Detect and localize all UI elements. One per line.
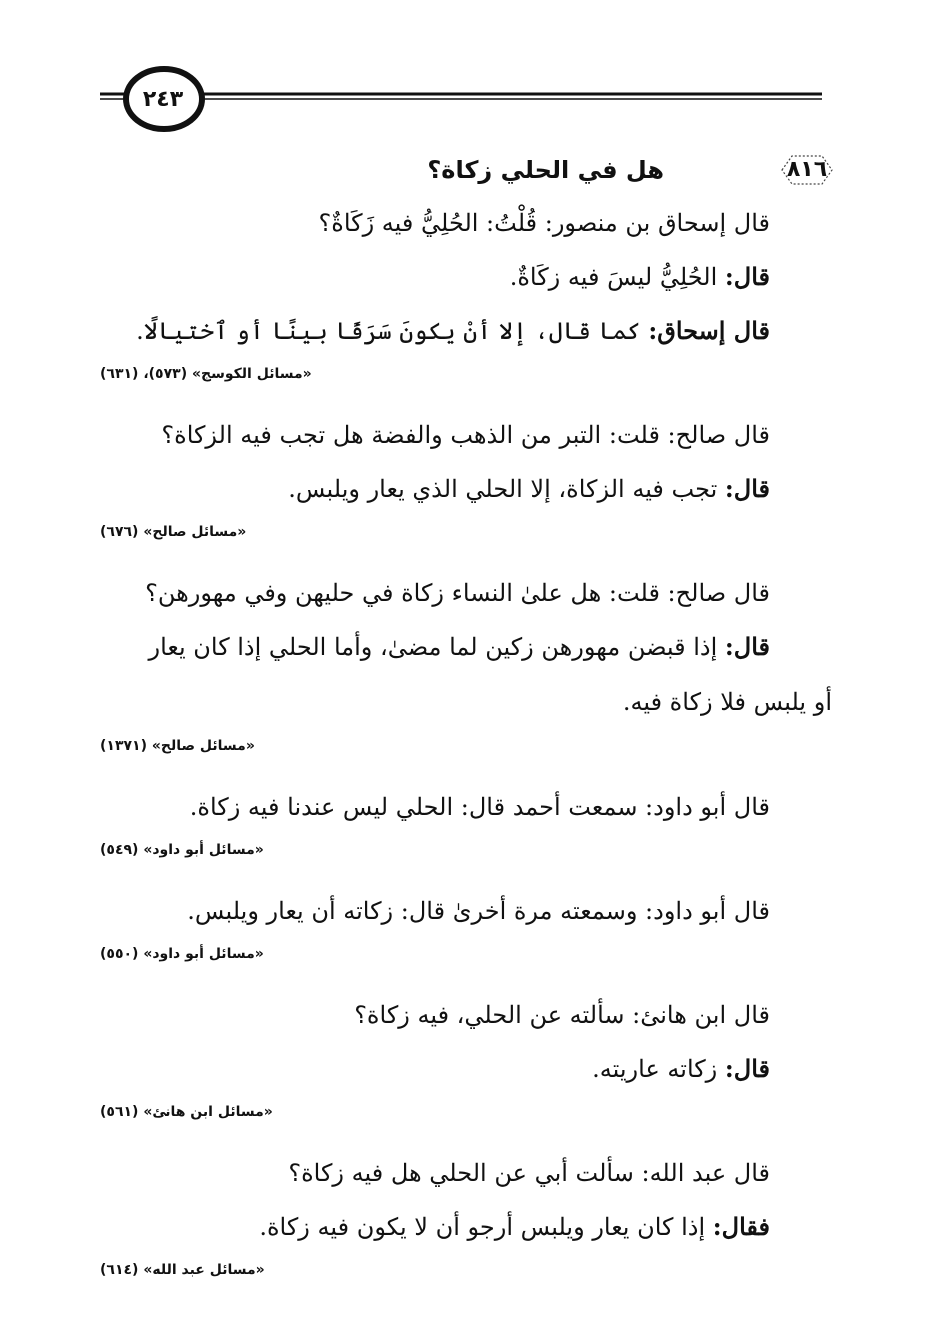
narration-block bbox=[100, 408, 832, 548]
narration-line bbox=[100, 780, 832, 834]
narration-block bbox=[100, 780, 832, 866]
source-reference: «مسائل صالح» (١٣٧١) bbox=[100, 738, 255, 754]
narration-text: الحُلِيُّ ليسَ فيه زكَاةٌ. bbox=[509, 263, 725, 291]
narration-line bbox=[100, 1200, 832, 1254]
page-header bbox=[0, 0, 934, 140]
narration-block bbox=[100, 988, 832, 1128]
narration-block bbox=[100, 1146, 832, 1286]
source-reference: «مسائل أبو داود» (٥٤٩) bbox=[100, 842, 264, 858]
source-reference: «مسائل ابن هانئ» (٥٦١) bbox=[100, 1104, 273, 1120]
narration-text: قال صالح: قلت: التبر من الذهب والفضة هل تجب فيه الزكاة؟ bbox=[161, 421, 770, 449]
speaker-label: قال: bbox=[724, 1054, 770, 1083]
page-content bbox=[100, 150, 832, 1304]
source-reference: «مسائل أبو داود» (٥٥٠) bbox=[100, 946, 264, 962]
narration-text: قال صالح: قلت: هل علىٰ النساء زكاة في حليهن وفي مهورهن؟ bbox=[145, 579, 770, 607]
speaker-label: قال إسحاق: bbox=[648, 316, 770, 345]
narration-text: إذا قبضن مهورهن زكين لما مضىٰ، وأما الحلي إذا كان يعار bbox=[148, 633, 725, 661]
narration-line bbox=[100, 1042, 832, 1096]
entry-title: هل في الحلي زكاة؟ bbox=[427, 156, 664, 184]
speaker-label: قال: bbox=[724, 474, 770, 503]
narration-line bbox=[100, 408, 832, 462]
narration-line bbox=[70, 674, 832, 730]
narration-text: تجب فيه الزكاة، إلا الحلي الذي يعار ويلبس. bbox=[288, 475, 725, 503]
speaker-label: قال: bbox=[724, 632, 770, 661]
entry-heading bbox=[100, 150, 832, 194]
narration-line bbox=[100, 1146, 832, 1200]
narration-block bbox=[100, 566, 832, 762]
narration-block bbox=[100, 196, 832, 390]
page-number: ٢٤٣ bbox=[142, 87, 184, 112]
narration-text: قال أبو داود: سمعت أحمد قال: الحلي ليس عندنا فيه زكاة. bbox=[189, 793, 770, 821]
narration-text: زكاته عاريته. bbox=[592, 1055, 725, 1083]
narration-line bbox=[100, 462, 832, 516]
narration-line bbox=[100, 304, 832, 358]
speaker-label: فقال: bbox=[712, 1212, 770, 1241]
entry-number: ٨١٦ bbox=[786, 157, 828, 182]
source-reference: «مسائل عبد الله» (٦١٤) bbox=[100, 1262, 265, 1278]
narration-line bbox=[100, 884, 832, 938]
narration-text: قال عبد الله: سألت أبي عن الحلي هل فيه زكاة؟ bbox=[288, 1159, 770, 1187]
narration-text: قال إسحاق بن منصور: قُلْتُ: الحُلِيُّ فيه زَكَاةٌ؟ bbox=[318, 209, 770, 237]
narration-line bbox=[100, 620, 832, 674]
narration-text: أو يلبس فلا زكاة فيه. bbox=[622, 688, 832, 716]
narration-block bbox=[100, 884, 832, 970]
narration-line bbox=[100, 988, 832, 1042]
speaker-label: قال: bbox=[724, 262, 770, 291]
narration-text: إذا كان يعار ويلبس أرجو أن لا يكون فيه زكاة. bbox=[259, 1213, 713, 1241]
narration-line bbox=[100, 566, 832, 620]
narration-text: قال ابن هانئ: سألته عن الحلي، فيه زكاة؟ bbox=[354, 1001, 770, 1029]
source-reference: «مسائل الكوسج» (٥٧٣)، (٦٣١) bbox=[100, 366, 312, 382]
narration-text: قال أبو داود: وسمعته مرة أخرىٰ قال: زكاته أن يعار ويلبس. bbox=[187, 897, 770, 925]
narration-line bbox=[100, 196, 832, 250]
source-reference: «مسائل صالح» (٦٧٦) bbox=[100, 524, 247, 540]
narration-text: كما قال، إلا أنْ يكونَ سَرَفًا بينًا أو ٱختيالًا. bbox=[136, 317, 649, 345]
narration-line bbox=[100, 250, 832, 304]
entry-number-badge bbox=[774, 152, 840, 188]
entry-body bbox=[100, 196, 832, 1286]
